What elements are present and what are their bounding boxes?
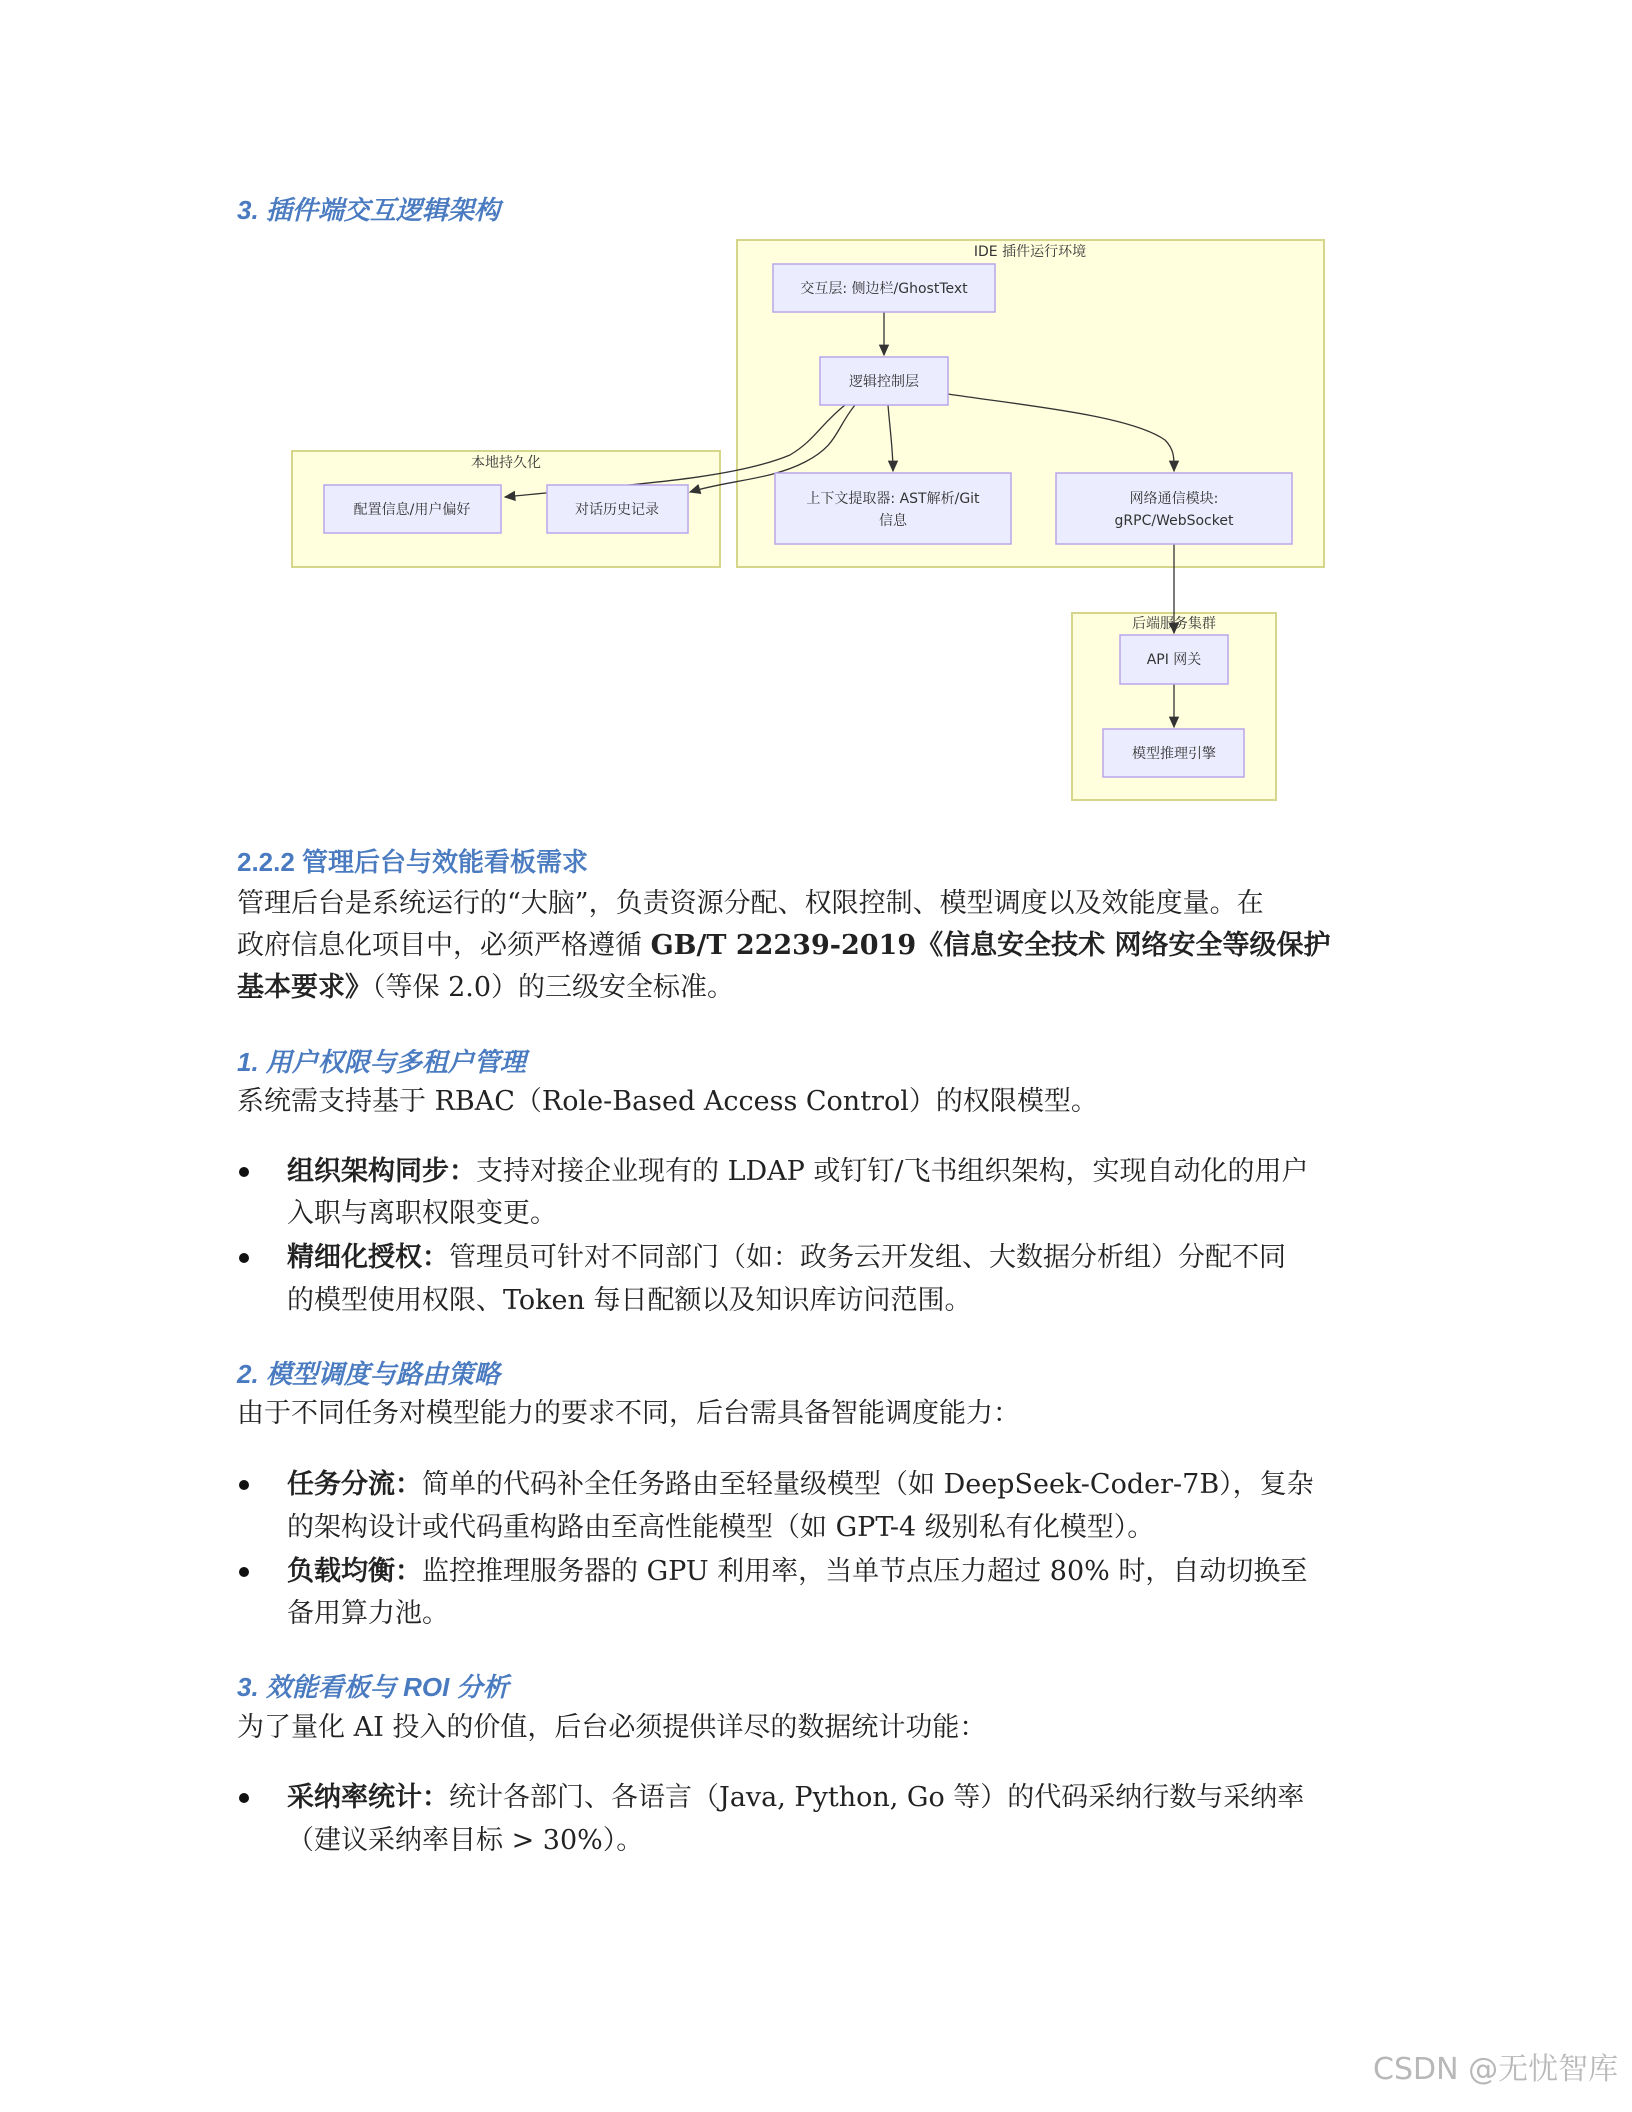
node-context-label-1: 上下文提取器: AST解析/Git bbox=[806, 491, 980, 507]
bullet-text: 支持对接企业现有的 LDAP 或钉钉/飞书组织架构，实现自动化的用户 bbox=[476, 1156, 1309, 1187]
intro-text: 政府信息化项目中，必须严格遵循 bbox=[237, 930, 651, 961]
sub3-title: 3. 效能看板与 ROI 分析 bbox=[237, 1672, 509, 1702]
sub3-bullet-1-cont: （建议采纳率目标 > 30%）。 bbox=[287, 1825, 644, 1856]
bullet-icon bbox=[239, 1253, 249, 1263]
sub2-title: 2. 模型调度与路由策略 bbox=[237, 1359, 500, 1389]
sub2-bullet-1-cont: 的架构设计或代码重构路由至高性能模型（如 GPT-4 级别私有化模型）。 bbox=[287, 1512, 1155, 1543]
sub1-text: 系统需支持基于 RBAC（Role-Based Access Control）的权限模型。 bbox=[237, 1086, 1098, 1117]
sub1-title: 1. 用户权限与多租户管理 bbox=[237, 1047, 526, 1077]
node-context-label-2: 信息 bbox=[879, 513, 907, 529]
bullet-label: 任务分流： bbox=[287, 1469, 422, 1500]
sub2-bullet-1 bbox=[287, 1463, 1314, 1506]
bullet-text: 监控推理服务器的 GPU 利用率，当单节点压力超过 80% 时，自动切换至 bbox=[422, 1556, 1308, 1587]
sub2-bullet-2 bbox=[287, 1550, 1307, 1593]
intro-text-end: （等保 2.0）的三级安全标准。 bbox=[372, 972, 735, 1003]
bullet-icon bbox=[239, 1480, 249, 1490]
node-network-label-2: gRPC/WebSocket bbox=[1114, 513, 1234, 529]
watermark: CSDN @无忧智库 bbox=[1373, 2052, 1619, 2087]
node-gateway-label: API 网关 bbox=[1146, 652, 1202, 668]
intro-line-2 bbox=[237, 924, 1331, 967]
intro-line-1: 管理后台是系统运行的“大脑”，负责资源分配、权限控制、模型调度以及效能度量。在 bbox=[237, 888, 1264, 919]
bullet-text: 统计各部门、各语言（Java, Python, Go 等）的代码采纳行数与采纳率 bbox=[449, 1782, 1305, 1813]
node-engine-label: 模型推理引擎 bbox=[1132, 746, 1216, 762]
group-ide-label: IDE 插件运行环境 bbox=[973, 244, 1087, 260]
bullet-label: 精细化授权： bbox=[287, 1242, 449, 1273]
group-local-label: 本地持久化 bbox=[471, 455, 541, 471]
standard-name-end: 基本要求》 bbox=[237, 972, 372, 1003]
sub3-bullet-1 bbox=[287, 1776, 1304, 1819]
sub1-bullet-2 bbox=[287, 1236, 1286, 1279]
bullet-label: 采纳率统计： bbox=[287, 1782, 449, 1813]
bullet-icon bbox=[239, 1793, 249, 1803]
node-ui-layer-label: 交互层: 侧边栏/GhostText bbox=[800, 281, 968, 297]
node-context bbox=[775, 473, 1011, 544]
diagram-heading: 3. 插件端交互逻辑架构 bbox=[237, 195, 500, 225]
intro-line-3 bbox=[237, 966, 734, 1009]
bullet-label: 负载均衡： bbox=[287, 1556, 422, 1587]
node-history-label: 对话历史记录 bbox=[575, 502, 659, 518]
node-network bbox=[1056, 473, 1292, 544]
node-network-label-1: 网络通信模块: bbox=[1129, 491, 1219, 507]
bullet-icon bbox=[239, 1567, 249, 1577]
bullet-text: 简单的代码补全任务路由至轻量级模型（如 DeepSeek-Coder-7B），复杂 bbox=[422, 1469, 1314, 1500]
sub1-bullet-2-cont: 的模型使用权限、Token 每日配额以及知识库访问范围。 bbox=[287, 1285, 972, 1316]
bullet-icon bbox=[239, 1167, 249, 1177]
sub3-text: 为了量化 AI 投入的价值，后台必须提供详尽的数据统计功能： bbox=[237, 1712, 987, 1743]
group-backend-label: 后端服务集群 bbox=[1132, 616, 1216, 632]
node-config-label: 配置信息/用户偏好 bbox=[353, 502, 471, 518]
standard-name: GB/T 22239-2019《信息安全技术 网络安全等级保护 bbox=[650, 930, 1331, 961]
architecture-diagram bbox=[0, 0, 1632, 820]
sub2-text: 由于不同任务对模型能力的要求不同，后台需具备智能调度能力： bbox=[237, 1398, 1020, 1429]
bullet-text: 管理员可针对不同部门（如：政务云开发组、大数据分析组）分配不同 bbox=[449, 1242, 1286, 1273]
node-logic-label: 逻辑控制层 bbox=[849, 374, 919, 390]
section-title: 2.2.2 管理后台与效能看板需求 bbox=[237, 847, 589, 877]
sub1-bullet-1-cont: 入职与离职权限变更。 bbox=[287, 1198, 557, 1229]
sub2-bullet-2-cont: 备用算力池。 bbox=[287, 1598, 449, 1629]
bullet-label: 组织架构同步： bbox=[287, 1156, 476, 1187]
sub1-bullet-1 bbox=[287, 1150, 1309, 1193]
